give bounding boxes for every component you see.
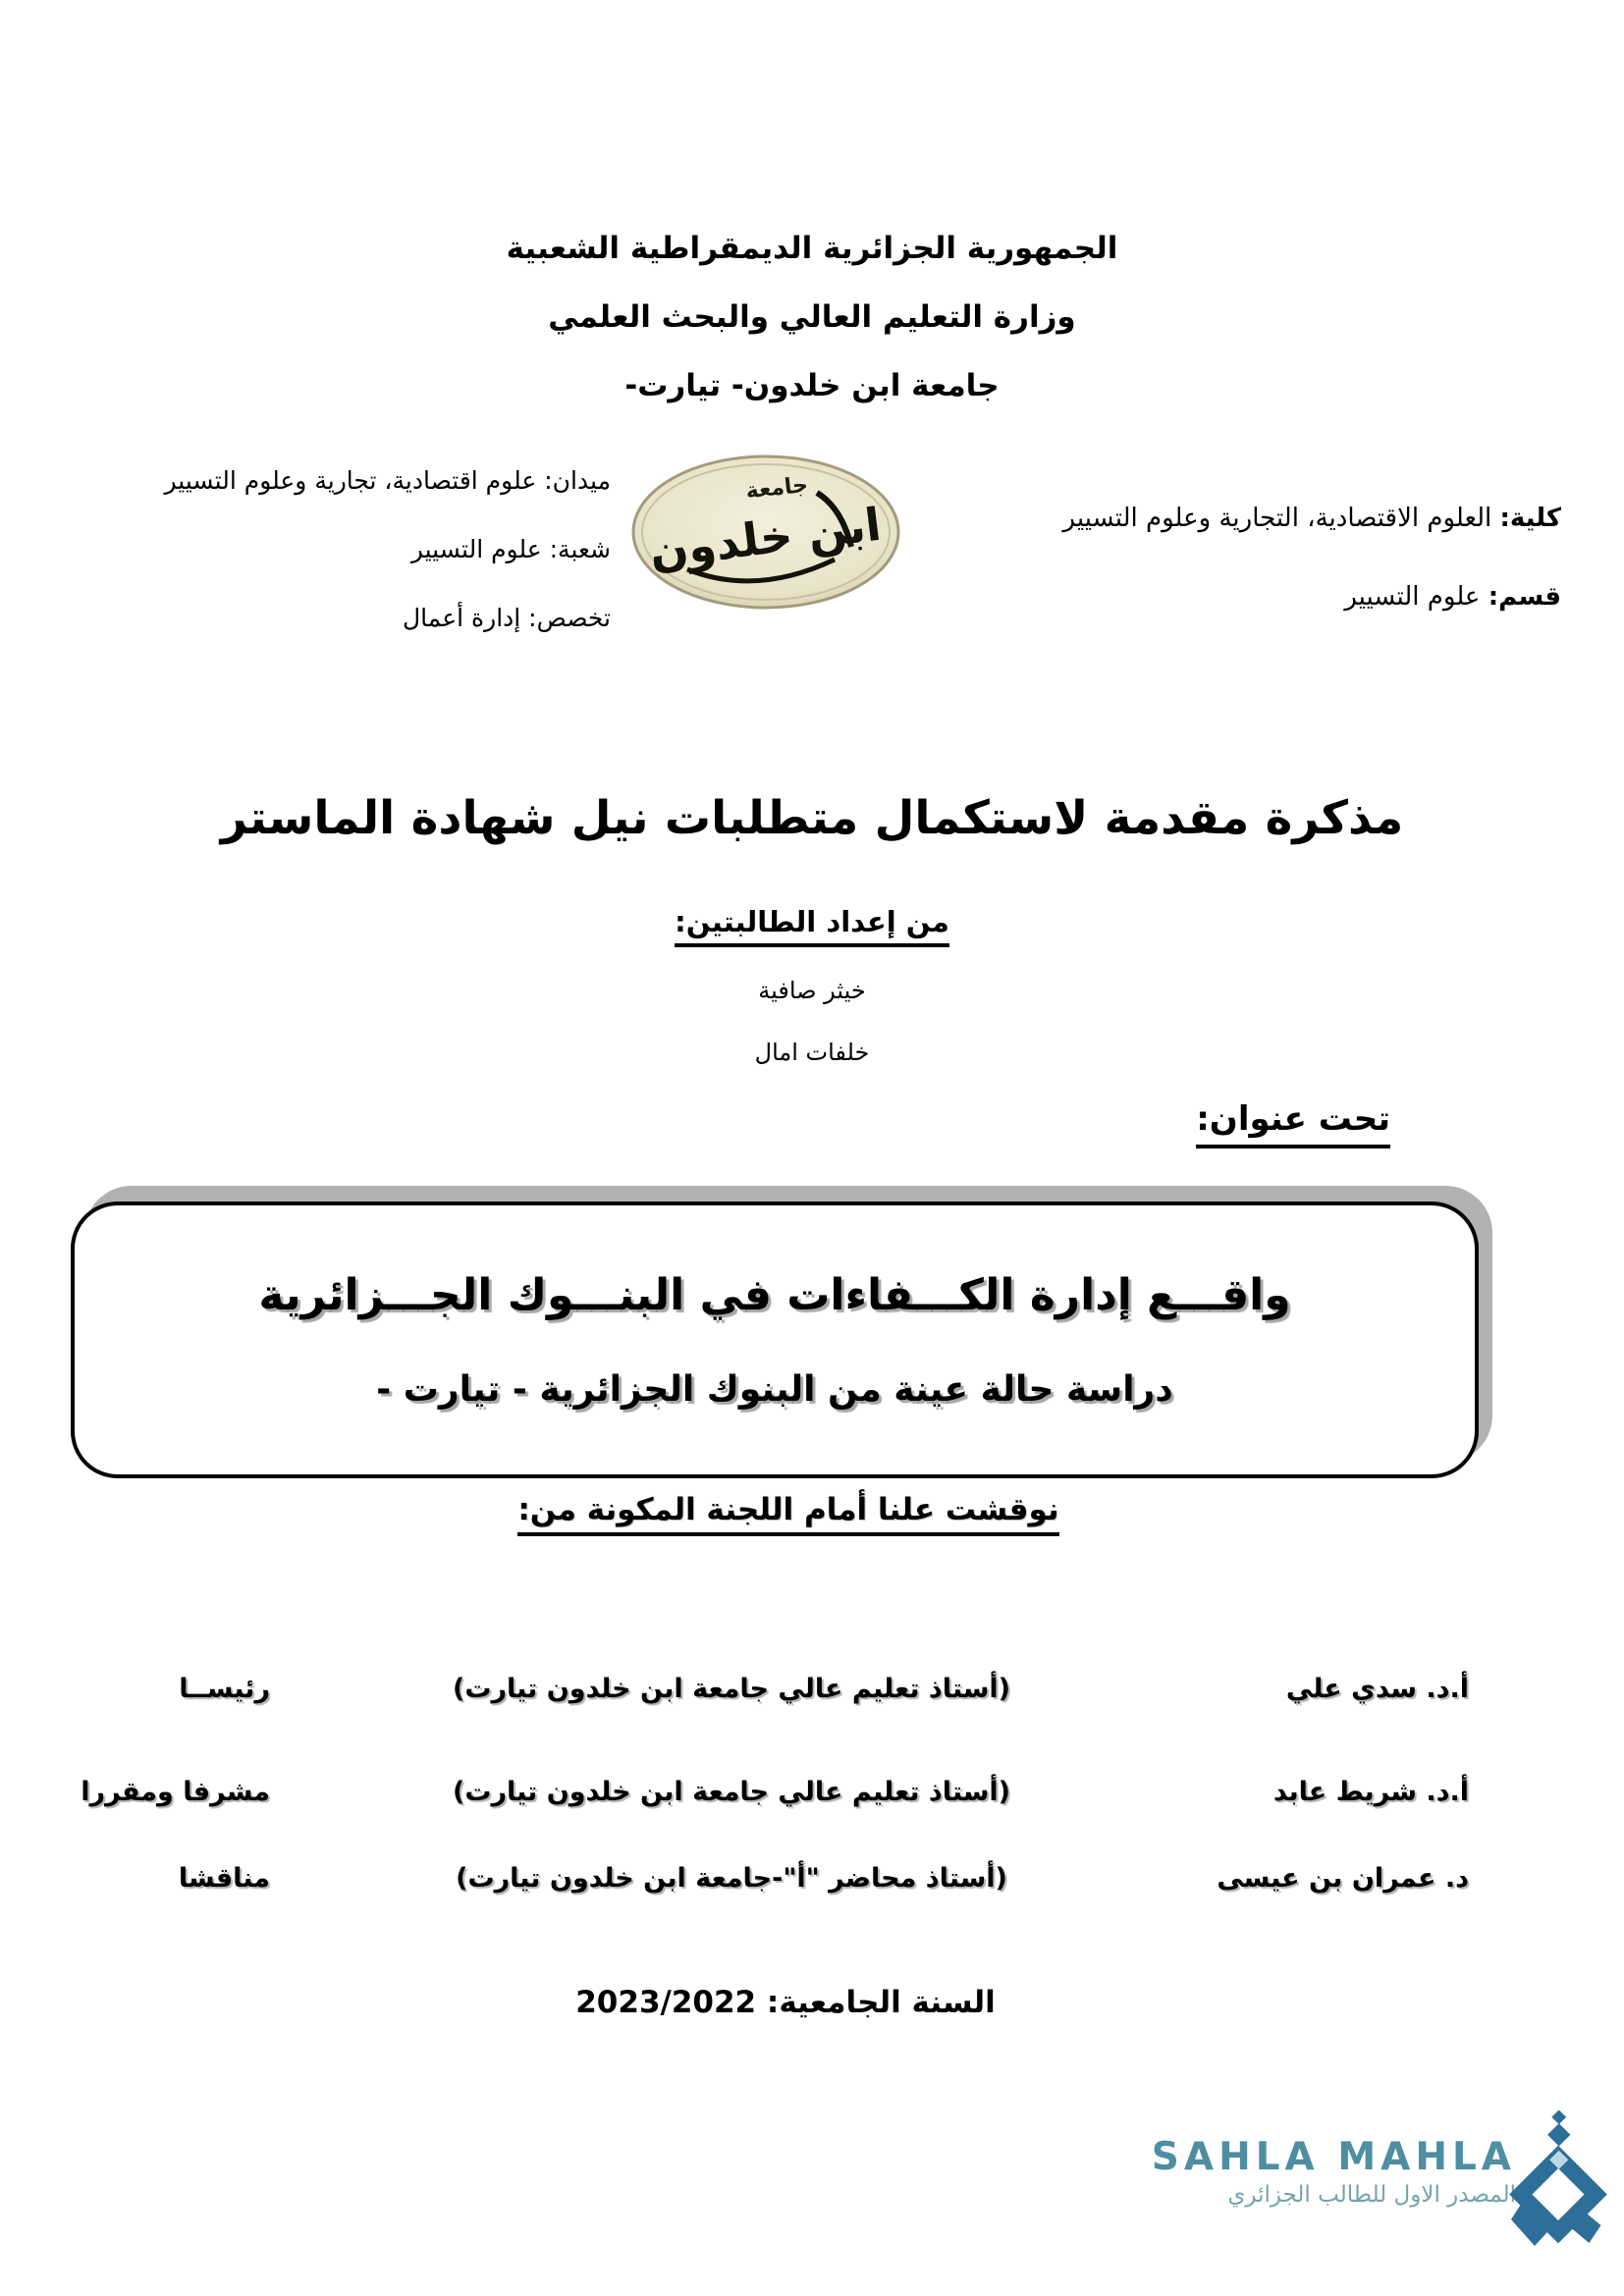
- committee-member-affiliation: (أستاذ محاضر "أ"-جامعة ابن خلدون تيارت): [456, 1863, 1007, 1894]
- prepared-by-heading: [0, 905, 1624, 947]
- committee-member-role: رئيســا: [179, 1674, 270, 1704]
- committee-heading: [0, 1492, 1624, 1536]
- thesis-title-subtitle: دراسة حالة عينة من البنوك الجزائرية - تيارت -: [376, 1369, 1173, 1410]
- sahla-mahla-logo-icon: [1506, 2110, 1610, 2258]
- degree-statement: مذكرة مقدمة لاستكمال متطلبات نيل شهادة الماستر: [220, 791, 1404, 845]
- university-seal-logo: [630, 454, 902, 614]
- svg-text:ابن خلدون: ابن خلدون: [646, 497, 885, 579]
- sahla-mahla-watermark: [1152, 2110, 1610, 2258]
- under-title-heading: [1196, 1099, 1390, 1148]
- prepared-by-heading-text: من إعداد الطالبتين:: [675, 905, 949, 947]
- committee-row: [0, 1863, 1624, 1904]
- watermark-text: [1151, 2135, 1516, 2208]
- ibn-khaldoun-seal-icon: [630, 454, 902, 611]
- department-label: قسم:: [1488, 582, 1561, 612]
- committee-member-name: د. عمران بن عيسى: [1217, 1863, 1469, 1894]
- committee-member-name: أ.د. شريط عابد: [1272, 1777, 1469, 1807]
- watermark-tagline: المصدر الاول للطالب الجزائري: [1227, 2182, 1516, 2208]
- department-value: علوم التسيير: [1344, 582, 1489, 612]
- specialty-line: تخصص: إدارة أعمال: [402, 604, 611, 632]
- branch-line: شعبة: علوم التسيير: [410, 535, 611, 563]
- thesis-title-main: واقـــع إدارة الكـــفاءات في البنـــوك الجـــزائرية: [258, 1270, 1291, 1320]
- committee-member-role: مناقشا: [178, 1863, 270, 1894]
- under-title-heading-text: تحت عنوان:: [1196, 1099, 1390, 1148]
- ministry-line: وزارة التعليم العالي والبحث العلمي: [548, 299, 1076, 335]
- faculty-value: العلوم الاقتصادية، التجارية وعلوم التسيير: [1062, 504, 1500, 533]
- republic-header: [0, 214, 1624, 420]
- watermark-brand: SAHLA MAHLA: [1151, 2135, 1516, 2179]
- committee-member-affiliation: (أستاذ تعليم عالي جامعة ابن خلدون تيارت): [452, 1674, 1011, 1704]
- committee-row: [0, 1777, 1624, 1818]
- student-name-1: خيثر صافية: [758, 977, 866, 1004]
- committee-member-role: مشرفا ومقررا: [81, 1777, 270, 1807]
- committee-heading-text: نوقشت علنا أمام اللجنة المكونة من:: [517, 1492, 1058, 1536]
- svg-text:جامعة: جامعة: [744, 472, 810, 505]
- committee-row: [0, 1674, 1624, 1715]
- field-block: [61, 447, 611, 653]
- faculty-label: كلية:: [1499, 504, 1561, 533]
- committee-member-affiliation: (أستاذ تعليم عالي جامعة ابن خلدون تيارت): [452, 1777, 1011, 1807]
- committee-member-name: أ.د. سدي علي: [1285, 1674, 1469, 1704]
- thesis-title-box: [71, 1201, 1479, 1478]
- republic-line: الجمهورية الجزائرية الديمقراطية الشعبية: [506, 231, 1118, 266]
- department-line: [933, 558, 1561, 636]
- field-line: ميدان: علوم اقتصادية، تجارية وعلوم التسيير: [164, 466, 611, 495]
- faculty-block: [933, 479, 1561, 636]
- university-line: جامعة ابن خلدون- تيارت-: [624, 368, 1000, 403]
- faculty-line: [933, 479, 1561, 558]
- academic-year: السنة الجامعية: 2023/2022: [575, 1985, 996, 2020]
- student-name-2: خلفات امال: [754, 1039, 870, 1066]
